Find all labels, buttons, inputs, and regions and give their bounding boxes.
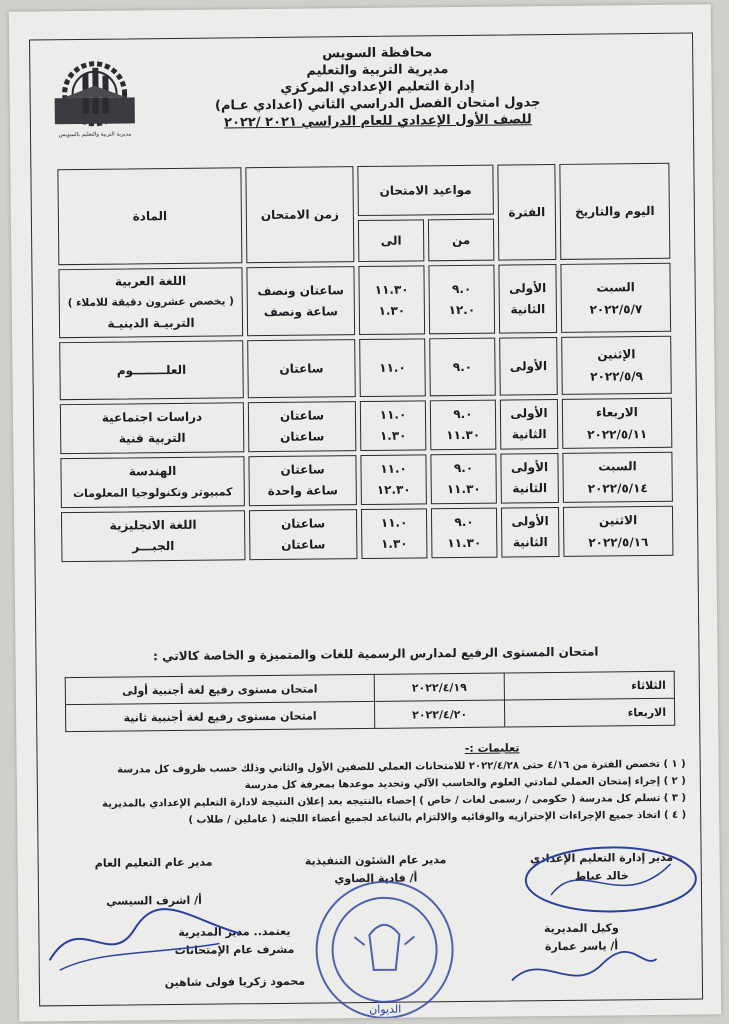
list-item: ( ٤ ) اتخاذ جميع الإجراءات الإحترازيه والوقائيه والالتزام بالتباعد لجميع أعضاء اللجنه ( عاملين / طلاب )	[188, 809, 687, 826]
table-row	[61, 506, 673, 562]
row-from	[430, 400, 497, 451]
document-header	[167, 43, 588, 132]
row-to	[361, 508, 428, 559]
administration-name: إدارة التعليم الإعدادي المركزي	[280, 78, 475, 96]
duration-value: ساعتان	[280, 462, 325, 477]
subject-value: التربية فنية	[118, 430, 186, 446]
table-row	[65, 698, 674, 731]
row-day: الإثنين	[597, 347, 636, 362]
period-value: الثانية	[512, 535, 548, 550]
table-row	[58, 263, 671, 338]
row-periods	[501, 507, 560, 558]
document-page	[9, 4, 722, 1021]
subject-value: اللغة العربية	[114, 273, 187, 289]
advanced-date: ٢٠٢٢/٤/٢٠	[374, 700, 504, 728]
row-from	[429, 338, 496, 397]
row-periods	[500, 453, 559, 504]
from-value: ٩.٠	[451, 281, 472, 296]
row-day-date	[560, 263, 671, 333]
signature-name: محمود زكريا فولى شاهين	[164, 974, 306, 990]
row-day: السبت	[596, 279, 635, 295]
signature-name: أ/ فادية الصاوي	[334, 871, 418, 886]
row-to	[358, 265, 425, 335]
row-to	[360, 454, 427, 505]
to-value: ١.٣٠	[380, 536, 408, 551]
row-date: ٢٠٢٢/٥/١٤	[587, 481, 648, 496]
signature-title: مدير عام التعليم العام	[94, 855, 213, 870]
directorate-logo-icon	[48, 55, 141, 140]
notes-title: تعليمات :-	[464, 741, 520, 755]
row-from	[430, 454, 497, 505]
advanced-exam: امتحان مستوى رفيع لغة أجنبية أولى	[65, 674, 374, 704]
schedule-title: جدول امتحان الفصل الدراسي الثاني (اعدادي عـام)	[214, 95, 541, 114]
header-subject: المادة	[57, 167, 242, 265]
row-date: ٢٠٢٢/٥/١١	[587, 427, 648, 442]
from-value: ٩.٠	[453, 460, 474, 476]
signature-title: مدير عام الشئون التنفيذية	[304, 853, 447, 868]
header-to: الى	[358, 219, 424, 262]
table-row	[60, 398, 672, 454]
row-periods	[500, 399, 559, 450]
approval-text: يعتمد.. مدير المديرية	[178, 924, 291, 939]
row-day-date	[561, 336, 672, 395]
signature-scribble-icon	[501, 939, 662, 1001]
subject-value: التربيـة الدينيـة	[107, 315, 195, 331]
row-day-date	[562, 452, 673, 503]
subject-value: العلــــــــوم	[116, 362, 187, 378]
subject-value: اللغة الانجليزية	[109, 517, 197, 533]
from-value: ١١.٣٠	[447, 535, 482, 551]
subject-value: دراسات اجتماعية	[101, 409, 203, 425]
header-from: من	[428, 219, 494, 262]
subject-value: كمبيوتر وتكنولوجيا المعلومات	[72, 485, 233, 501]
from-value: ١١.٣٠	[446, 481, 481, 497]
duration-value: ساعتان	[279, 360, 324, 376]
list-item: ( ١ ) تخصص الفترة من ٤/١٦ حتى ٢٠٢٢/٤/٢٨ للامتحانات العملي للصفين الأول والثاني وذلك حسب ظروف كل مدرسة	[117, 758, 686, 776]
logo-caption: مديرية التربية والتعليم بالسويس	[58, 131, 132, 139]
subject-value: الجبـــر	[132, 538, 175, 554]
row-subjects	[59, 340, 244, 400]
advanced-day: الاربعاء	[504, 698, 674, 727]
signature-title: وكيل المديرية	[543, 921, 619, 936]
row-day: الاثنين	[598, 513, 638, 528]
row-from	[428, 265, 495, 335]
table-header-row	[57, 163, 669, 219]
row-date: ٢٠٢٢/٥/٧	[589, 301, 643, 317]
row-to	[360, 400, 427, 451]
signature-scribble-icon	[510, 834, 701, 926]
signature-title: مدير إدارة التعليم الإعدادي	[529, 850, 674, 866]
to-value: ١١.٠	[379, 360, 406, 375]
row-duration	[248, 455, 357, 506]
advanced-exam: امتحان مستوى رفيع لغة أجنبية ثانية	[65, 701, 374, 731]
to-value: ١.٣٠	[378, 303, 406, 318]
period-value: الثانية	[511, 427, 547, 442]
to-value: ١١.٠	[380, 515, 408, 530]
official-stamp-icon	[309, 874, 461, 1022]
directorate-name: مديرية التربية والتعليم	[306, 62, 449, 79]
from-value: ٩.٠	[454, 514, 474, 530]
signature-name: أ/ اشرف السيسي	[106, 893, 202, 908]
advanced-level-table	[65, 671, 676, 732]
exam-schedule-table	[53, 159, 677, 566]
list-item: ( ٣ ) تسلم كل مدرسة ( حكومى / رسمى لغات / خاص ) إحصاء بالنتيجه بعد إعلان النتيجة لادارة التعليم الإعدادي بالمديرية	[102, 792, 687, 810]
row-date: ٢٠٢٢/٥/٩	[590, 369, 644, 384]
duration-value: ساعتان	[280, 429, 325, 444]
row-to	[359, 338, 426, 397]
period-value: الأولى	[510, 406, 548, 421]
period-value: الثانية	[510, 301, 546, 316]
to-value: ١.٣٠	[379, 428, 407, 443]
row-subjects	[58, 267, 243, 338]
period-value: الأولى	[509, 358, 548, 373]
row-subjects	[61, 510, 246, 562]
row-duration	[248, 401, 357, 452]
row-periods	[498, 264, 557, 334]
signature-name: أ/ ياسر عمارة	[544, 939, 619, 954]
header-period: الفترة	[497, 164, 556, 261]
duration-value: ساعتان	[279, 408, 325, 423]
header-times: مواعيد الامتحان	[357, 165, 494, 216]
row-day-date	[562, 398, 673, 449]
from-value: ١١.٣٠	[446, 427, 481, 443]
advanced-day: الثلاثاء	[504, 671, 674, 700]
duration-value: ساعتان	[280, 516, 326, 531]
period-value: الأولى	[511, 514, 549, 529]
signature-scribble-icon	[39, 898, 250, 980]
period-value: الثانية	[512, 481, 548, 496]
row-duration	[247, 339, 356, 398]
from-value: ١٢.٠	[448, 302, 476, 317]
advanced-date: ٢٠٢٢/٤/١٩	[374, 673, 504, 701]
duration-value: ساعتان	[281, 537, 326, 552]
row-day-date	[563, 506, 674, 557]
document-frame	[29, 33, 703, 1016]
period-value: الأولى	[509, 280, 547, 295]
table-row	[59, 336, 672, 400]
header-duration: زمن الامتحان	[245, 166, 354, 263]
list-item: ( ٢ ) إجراء إمتحان العملي لمادتي العلوم والحاسب الآلي وتحديد موعدها بمعرفة كل مدرسة	[244, 775, 686, 792]
row-date: ٢٠٢٢/٥/١٦	[588, 535, 649, 550]
to-value: ١٢.٣٠	[376, 482, 411, 497]
grade-year: للصف الأول الإعدادي للعام الدراسي ٢٠٢١ /٢٠٢٢	[224, 112, 532, 131]
duration-value: ساعة واحدة	[267, 483, 338, 499]
subject-value: الهندسة	[128, 463, 177, 479]
duration-value: ساعتان ونصف	[257, 282, 344, 298]
stamp-text: الديوان	[369, 1002, 402, 1016]
to-value: ١١.٠	[379, 407, 407, 422]
notes-list	[56, 756, 687, 831]
from-value: ٩.٠	[453, 406, 473, 422]
from-value: ٩.٠	[452, 359, 473, 374]
row-from	[431, 508, 498, 559]
row-subjects	[60, 402, 245, 454]
row-duration	[246, 266, 355, 336]
row-subjects	[60, 456, 245, 508]
header-day-date: اليوم والتاريخ	[559, 163, 670, 260]
to-value: ١١.٣٠	[374, 282, 409, 297]
row-duration	[249, 509, 358, 560]
row-day: الاربعاء	[595, 405, 638, 420]
subject-note: ( يخصص عشرون دقيقة للاملاء )	[67, 295, 234, 310]
period-value: الأولى	[510, 460, 549, 475]
row-periods	[499, 337, 558, 396]
duration-value: ساعة ونصف	[263, 303, 338, 319]
signature-title: مشرف عام الإمتحانات	[174, 942, 295, 958]
signature-name: خالد عياط	[574, 869, 629, 883]
row-day: السبت	[598, 459, 637, 474]
to-value: ١١.٠	[380, 461, 407, 476]
table-row	[60, 452, 672, 508]
advanced-level-title: امتحان المستوى الرفيع لمدارس الرسمية للغات والمتميزة و الخاصة كالاتي :	[153, 644, 599, 664]
governorate-name: محافظة السويس	[322, 45, 433, 62]
